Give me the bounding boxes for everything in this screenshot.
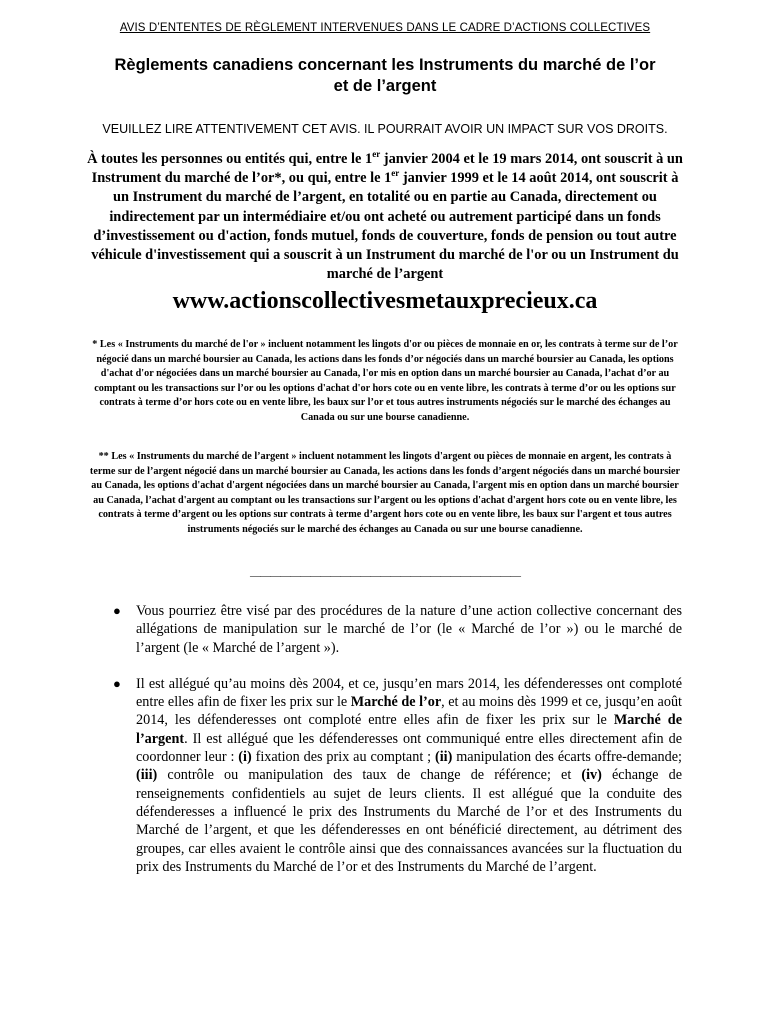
footnote-gold: * Les « Instruments du marché de l'or » incluent notamment les lingots d'or ou pièces de monnaie en or, les contrats à terme sur de l’or négocié dans un marché boursier au Canada, les actions dans les fonds d’or négociés dans un marché boursier au Canada, les options d'achat d'or négociées dans un marché boursier au Canada, l'or mis en option dans un marché boursier au Canada, l’achat d’or au comptant ou les transactions sur l’or ou les options d'achat d'or hors cote ou en vente libre, les contrats à terme d’or ou les options sur contrats à terme d’or hors cote ou en vente libre, les baux sur l’or et tous autres instruments négociés sur le marché des échanges au Canada ou sur une bourse canadienne. bbox=[92, 339, 678, 423]
audience-sup-2: er bbox=[391, 168, 400, 179]
page-title bbox=[60, 55, 710, 97]
audience-sup-1: er bbox=[372, 149, 381, 160]
bullet-icon: ● bbox=[113, 603, 121, 618]
warning-text: VEUILLEZ LIRE ATTENTIVEMENT CET AVIS. IL POURRAIT AVOIR UN IMPACT SUR VOS DROITS. bbox=[102, 122, 668, 136]
bullet-item bbox=[110, 602, 682, 657]
bullet-bold-part: (iv) bbox=[581, 767, 602, 784]
audience-text-2: janvier 2004 et le 19 mars 2014, ont souscrit à un Instrument du marché de l’or*, ou qui, entre le 1 bbox=[91, 151, 683, 187]
bullet-text-part: Il est allégué qu’au moins dès 2004, et ce, jusqu’en mars 2014, les défenderesses ont comploté entre elles afin de fixer les prix sur le bbox=[136, 675, 682, 711]
audience-text-1: À toutes les personnes ou entités qui, entre le 1 bbox=[87, 151, 373, 167]
bullet-bold-part: Marché de l’argent bbox=[136, 712, 682, 747]
bullet-text-part: fixation des prix au comptant ; bbox=[251, 749, 436, 766]
page-title-line-2: et de l’argent bbox=[333, 77, 437, 95]
bullet-list bbox=[110, 602, 682, 876]
website-link[interactable]: www.actionscollectivesmetauxprecieux.ca bbox=[172, 288, 598, 314]
footnote-silver: ** Les « Instruments du marché de l’argent » incluent notamment les lingots d'argent ou pièces de monnaie en argent, les contrats à terme sur de l’argent négocié dans un marché boursier au Canada, les actions dans les fonds d’argent négociés dans un marché boursier au Canada, les options d'achat d'argent négociées dans un marché boursier au Canada, l'argent mis en option dans un marché boursier au Canada, l’achat d'argent au comptant ou les transactions sur l’argent ou les options d'achat d'argent hors cote ou en vente libre, les contrats à terme d’argent ou les options sur contrats à terme d’argent hors cote ou en vente libre, les baux sur l'argent et tous autres instruments négociés sur le marché des échanges au Canada ou sur une bourse canadienne. bbox=[89, 451, 681, 535]
bullet-bold-part: (ii) bbox=[435, 749, 453, 766]
bullet-text-part: contrôle ou manipulation des taux de change de référence; et bbox=[157, 767, 582, 784]
audience-text-3: janvier 1999 et le 14 août 2014, ont souscrit à un Instrument du marché de l’argent, en totalité ou en partie au Canada, directement ou indirectement par un intermédiaire et/ou ont acheté ou autrement participé dans un fonds d’investissement ou d'action, fonds mutuel, fonds de couverture, fonds de pension ou tout autre véhicule d'investissement qui a souscrit à un Instrument du marché de l'or ou un Instrument du marché de l’argent bbox=[91, 170, 679, 283]
bullet-icon: ● bbox=[113, 675, 121, 691]
bullet-text-part: . Il est allégué que les défenderesses ont communiqué entre elles directement afin de coordonner leur : bbox=[136, 730, 682, 766]
bullet-item bbox=[110, 675, 682, 876]
bullet-text bbox=[136, 676, 682, 875]
page-title-line-1: Règlements canadiens concernant les Instruments du marché de l’or bbox=[114, 56, 656, 74]
audience-paragraph bbox=[85, 150, 685, 284]
bullet-bold-part: (iii) bbox=[136, 767, 158, 784]
bullet-text: Vous pourriez être visé par des procédures de la nature d’une action collective concernant des allégations de manipulation sur le marché de l’or (le « Marché de l’or ») ou le marché de l’argent (le « Marché de l’argent »). bbox=[136, 603, 682, 656]
bullet-text-part: manipulation des écarts offre-demande; bbox=[452, 749, 682, 766]
bullet-text-part: , et au moins dès 1999 et ce, jusqu’en août 2014, les défenderesses ont comploté entre elles afin de fixer les prix sur le bbox=[136, 694, 682, 729]
bullet-bold-part: (i) bbox=[238, 749, 252, 766]
notice-header: AVIS D’ENTENTES DE RÈGLEMENT INTERVENUES DANS LE CADRE D’ACTIONS COLLECTIVES bbox=[119, 22, 651, 34]
bullet-text-part: échange de renseignements confidentiels au sujet de leurs clients. Il est allégué que la conduite des défenderesses a influencé le prix des Instruments du Marché de l’or et des Instruments du Marché de l’argent, et que les défenderesses en ont bénéficié directement, au détriment des groupes, car elles avaient le contrôle ainsi que des connaissances avancées sur la fluctuation du prix des Instruments du Marché de l’or et des Instruments du Marché de l’argent. bbox=[136, 767, 682, 875]
separator-line: ——————————————————————————— bbox=[250, 570, 520, 582]
bullet-bold-part: Marché de l’or bbox=[350, 694, 442, 711]
